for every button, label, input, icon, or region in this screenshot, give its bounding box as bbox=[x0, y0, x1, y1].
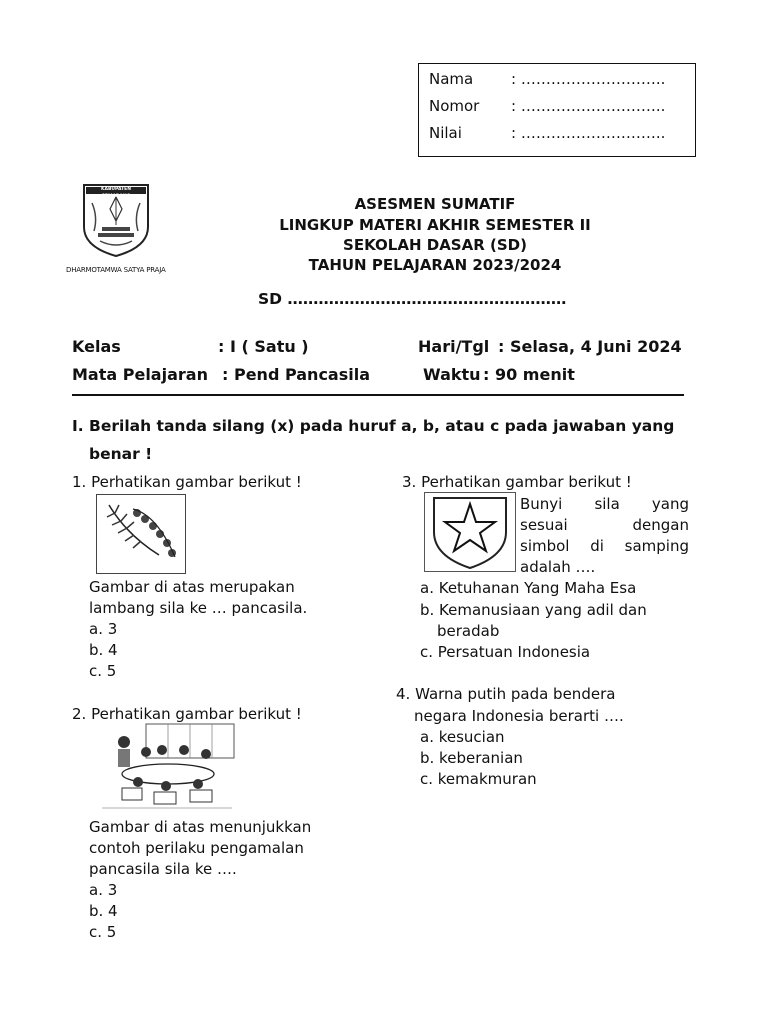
q1-option-b[interactable]: b. 4 bbox=[89, 641, 118, 659]
rice-cotton-icon bbox=[97, 495, 185, 573]
q3-side-line-2: sesuai dengan bbox=[520, 516, 689, 534]
identity-box bbox=[418, 63, 696, 157]
q2-image bbox=[98, 722, 236, 810]
q2-option-b[interactable]: b. 4 bbox=[89, 902, 118, 920]
q4-option-a[interactable]: a. kesucian bbox=[420, 728, 505, 746]
star-shield-icon bbox=[424, 492, 516, 572]
q3-option-a[interactable]: a. Ketuhanan Yang Maha Esa bbox=[420, 579, 637, 597]
name-label: Nama bbox=[429, 70, 474, 88]
q4-option-c[interactable]: c. kemakmuran bbox=[420, 770, 537, 788]
q4-option-b[interactable]: b. keberanian bbox=[420, 749, 523, 767]
duration-value: : 90 menit bbox=[483, 365, 575, 384]
day-date-label: Hari/Tgl bbox=[418, 337, 490, 356]
number-row[interactable] bbox=[429, 97, 665, 115]
q1-prompt: 1. Perhatikan gambar berikut ! bbox=[72, 473, 302, 491]
q1-text-line-2: lambang sila ke … pancasila. bbox=[89, 599, 308, 617]
q3-prompt: 3. Perhatikan gambar berikut ! bbox=[402, 473, 632, 491]
class-value: : I ( Satu ) bbox=[218, 337, 309, 356]
score-value[interactable]: : ……………………….. bbox=[511, 124, 666, 142]
instruction-line-1: I. Berilah tanda silang (x) pada huruf a, b, atau c pada jawaban yang bbox=[72, 417, 675, 435]
duration-label: Waktu bbox=[423, 365, 481, 384]
score-label: Nilai bbox=[429, 124, 462, 142]
q4-prompt-line-1: 4. Warna putih pada bendera bbox=[396, 685, 616, 703]
q3-option-b-cont: beradab bbox=[437, 622, 500, 640]
q3-side-line-3: simbol di samping bbox=[520, 537, 689, 555]
q1-option-a[interactable]: a. 3 bbox=[89, 620, 118, 638]
number-value[interactable]: : ……………………….. bbox=[511, 97, 666, 115]
q2-text-line-3: pancasila sila ke …. bbox=[89, 860, 237, 878]
name-value[interactable]: : ……………………….. bbox=[511, 70, 666, 88]
q2-text-line-1: Gambar di atas menunjukkan bbox=[89, 818, 312, 836]
q1-image bbox=[96, 494, 186, 574]
q3-side-line-1: Bunyi sila yang bbox=[520, 495, 689, 513]
score-row[interactable] bbox=[429, 124, 665, 142]
q3-side-line-4: adalah …. bbox=[520, 558, 596, 576]
q3-option-c[interactable]: c. Persatuan Indonesia bbox=[420, 643, 591, 661]
title-line-2: LINGKUP MATERI AKHIR SEMESTER II bbox=[279, 216, 591, 234]
q3-option-b[interactable]: b. Kemanusiaan yang adil dan bbox=[420, 601, 647, 619]
q2-text-line-2: contoh perilaku pengamalan bbox=[89, 839, 304, 857]
q1-text-line-1: Gambar di atas merupakan bbox=[89, 578, 295, 596]
number-label: Nomor bbox=[429, 97, 480, 115]
q3-image bbox=[424, 492, 516, 572]
subject-label: Mata Pelajaran bbox=[72, 365, 208, 384]
logo-motto: DHARMOTAMWA SATYA PRAJA bbox=[66, 266, 166, 274]
logo-region-text: KABUPATEN SEMARANG bbox=[101, 187, 131, 199]
school-name-field[interactable]: SD ……………………………………………… bbox=[258, 290, 567, 308]
q4-prompt-line-2: negara Indonesia berarti …. bbox=[414, 707, 624, 725]
q2-prompt: 2. Perhatikan gambar berikut ! bbox=[72, 705, 302, 723]
class-label: Kelas bbox=[72, 337, 121, 356]
q1-option-c[interactable]: c. 5 bbox=[89, 662, 117, 680]
subject-value: : Pend Pancasila bbox=[222, 365, 371, 384]
q2-option-a[interactable]: a. 3 bbox=[89, 881, 118, 899]
name-row[interactable] bbox=[429, 70, 665, 88]
instruction-line-2: benar ! bbox=[89, 445, 153, 463]
title-line-3: SEKOLAH DASAR (SD) bbox=[343, 236, 527, 254]
title-line-1: ASESMEN SUMATIF bbox=[354, 195, 516, 213]
children-studying-icon bbox=[98, 722, 236, 810]
header-divider bbox=[72, 394, 684, 396]
title-line-4: TAHUN PELAJARAN 2023/2024 bbox=[308, 256, 562, 274]
day-date-value: : Selasa, 4 Juni 2024 bbox=[498, 337, 682, 356]
regency-logo bbox=[82, 183, 150, 258]
q2-option-c[interactable]: c. 5 bbox=[89, 923, 117, 941]
